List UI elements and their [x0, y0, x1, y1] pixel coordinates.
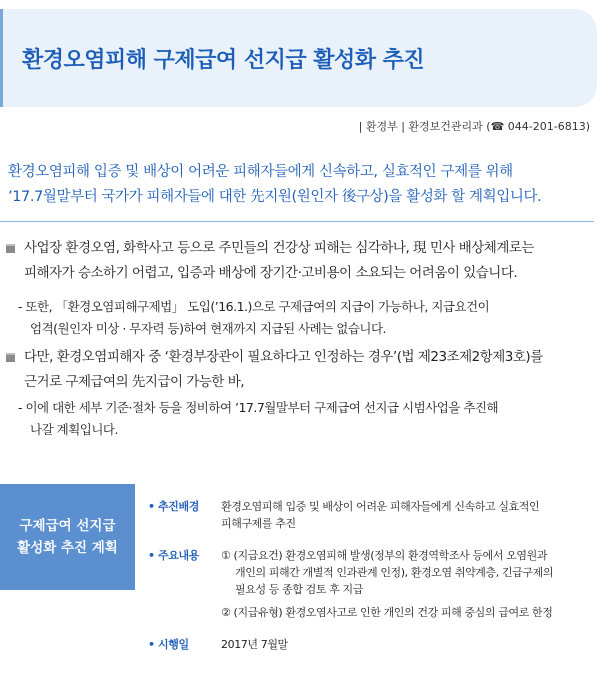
page-title: 환경오염피해 구제급여 선지급 활성화 추진: [22, 48, 425, 73]
bullet-paragraph: [6, 236, 594, 286]
summary-box-line: 활성화 추진 계획: [17, 540, 118, 556]
row-text: 개인의 피해간 개별적 인과관계 인정), 환경오염 취약계층, 긴급구제의: [235, 566, 554, 579]
lead-paragraph: [8, 160, 593, 210]
sub-text: - 또한, 「환경오염피해구제법」 도입(’16.1.)으로 구제급여의 지급이 가능하나, 지급요건이: [18, 299, 490, 314]
summary-box: [0, 484, 135, 590]
bullet-paragraph: [6, 345, 594, 395]
bullet-text: 근거로 구제급여의 先지급이 가능한 바,: [24, 374, 245, 390]
row-body: [221, 547, 598, 621]
row-text: 필요성 등 종합 검토 후 지급: [235, 583, 363, 596]
row-text: ① (지급요건) 환경오염피해 발생(정부의 환경역학조사 등에서 오염원과: [221, 549, 548, 562]
row-text: 환경오염피해 입증 및 배상이 어려운 피해자들에게 신속하고 실효적인: [221, 500, 540, 513]
row-body: [221, 498, 598, 532]
row-text: 피해구제를 추진: [221, 517, 296, 530]
title-banner: [0, 9, 597, 107]
square-bullet-icon: [6, 353, 15, 362]
source-line: | 환경부 | 환경보건관리과 (☎ 044-201-6813): [358, 120, 590, 133]
sub-text: - 이에 대한 세부 기준·절차 등을 정비하여 ’17.7월말부터 구제급여 선지급 시범사업을 추진해: [18, 400, 499, 415]
sub-paragraph: [6, 397, 594, 441]
row-label: • 추진배경: [148, 500, 199, 513]
summary-box-line: 구제급여 선지급: [19, 518, 116, 534]
bullet-text: 사업장 환경오염, 화학사고 등으로 주민들의 건강상 피해는 심각하나, 現 민사 배상체계로는: [24, 240, 534, 256]
lead-line: ’17.7월말부터 국가가 피해자들에 대한 先지원(원인자 後구상)을 활성화 할 계획입니다.: [8, 189, 542, 205]
row-text: 2017년 7월말: [221, 638, 288, 651]
bullet-section-1: [6, 236, 594, 340]
row-body: [221, 636, 598, 653]
sub-text: 엄격(원인자 미상 · 무자력 등)하여 현재까지 지급된 사례는 없습니다.: [30, 321, 387, 336]
bullet-text: 다만, 환경오염피해자 중 ‘환경부장관이 필요하다고 인정하는 경우’(법 제23조제2항제3호)를: [24, 349, 543, 365]
summary-row-content: [148, 547, 598, 621]
square-bullet-icon: [6, 244, 15, 253]
divider: [0, 221, 594, 222]
row-label: • 주요내용: [148, 549, 199, 562]
bullet-text: 피해자가 승소하기 어렵고, 입증과 배상에 장기간·고비용이 소요되는 어려움이 있습니다.: [24, 265, 518, 281]
lead-line: 환경오염피해 입증 및 배상이 어려운 피해자들에게 신속하고, 실효적인 구제를 위해: [8, 164, 513, 180]
row-text: ② (지급유형) 환경오염사고로 인한 개인의 건강 피해 중심의 급여로 한정: [221, 606, 553, 619]
row-label: • 시행일: [148, 638, 189, 651]
summary-row-background: [148, 498, 598, 532]
bullet-section-2: [6, 345, 594, 441]
summary-rows: [148, 498, 598, 653]
sub-paragraph: [6, 296, 594, 340]
summary-row-date: [148, 636, 598, 653]
sub-text: 나갈 계획입니다.: [30, 422, 118, 437]
